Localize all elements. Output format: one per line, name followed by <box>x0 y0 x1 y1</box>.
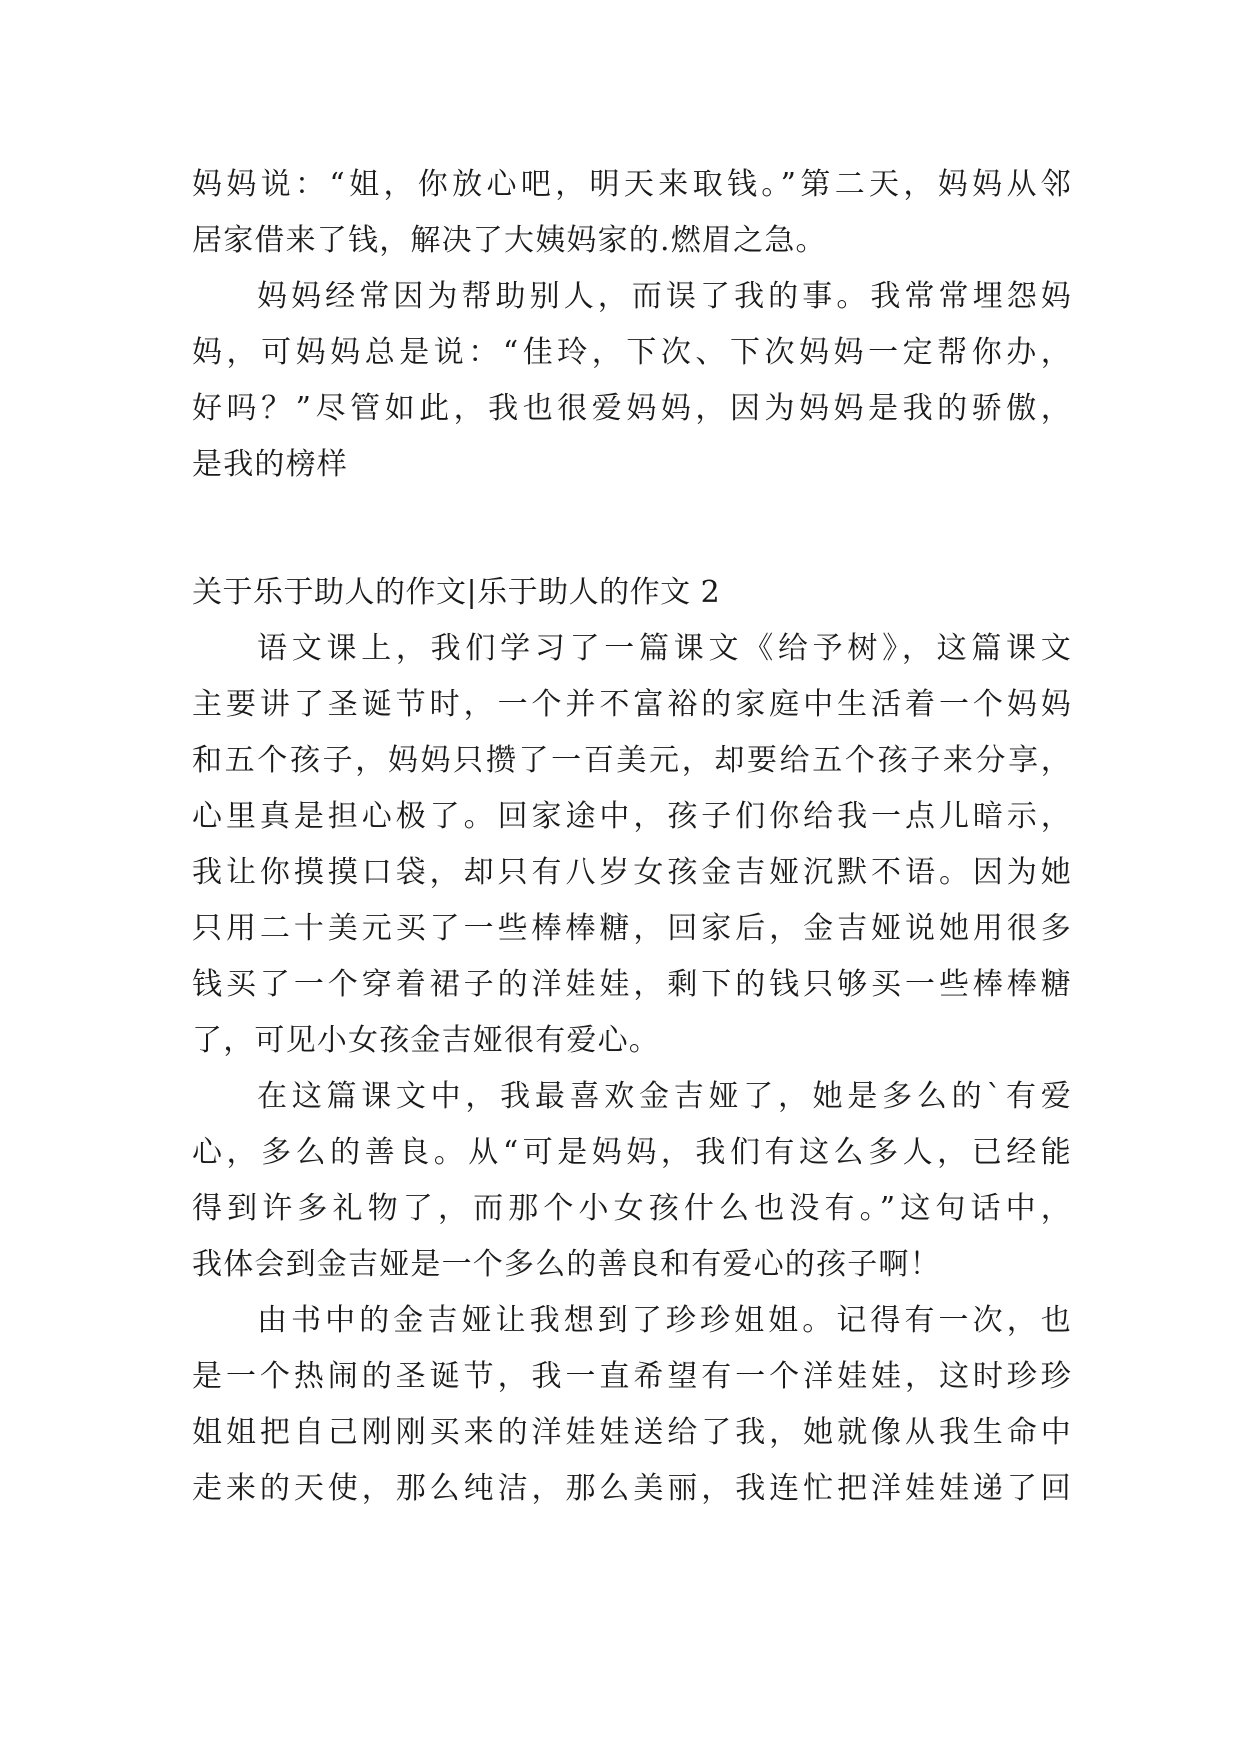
paragraph-line: 了，可见小女孩金吉娅很有爱心。 <box>192 1023 660 1058</box>
paragraph-line: 妈，可妈妈总是说：“佳玲，下次、下次妈妈一定帮你办， <box>192 335 1072 370</box>
paragraph-line: 居家借来了钱，解决了大姨妈家的.燃眉之急。 <box>192 223 827 258</box>
paragraph-line: 姐姐把自己刚刚买来的洋娃娃送给了我，她就像从我生命中 <box>192 1415 1072 1450</box>
paragraph-line: 心，多么的善良。从“可是妈妈，我们有这么多人，已经能 <box>192 1135 1072 1170</box>
paragraph-line: 妈妈经常因为帮助别人，而误了我的事。我常常埋怨妈 <box>257 279 1072 314</box>
paragraph-line: 由书中的金吉娅让我想到了珍珍姐姐。记得有一次，也 <box>257 1303 1072 1338</box>
paragraph-line: 只用二十美元买了一些棒棒糖，回家后，金吉娅说她用很多 <box>192 911 1072 946</box>
paragraph-line: 和五个孩子，妈妈只攒了一百美元，却要给五个孩子来分享， <box>192 743 1072 778</box>
paragraph-line: 心里真是担心极了。回家途中，孩子们你给我一点儿暗示， <box>192 799 1072 834</box>
paragraph-line: 得到许多礼物了，而那个小女孩什么也没有。”这句话中， <box>192 1191 1072 1226</box>
paragraph-line: 妈妈说：“姐，你放心吧，明天来取钱。”第二天，妈妈从邻 <box>192 167 1072 202</box>
paragraph-line: 好吗？”尽管如此，我也很爱妈妈，因为妈妈是我的骄傲， <box>192 391 1072 426</box>
paragraph-line: 钱买了一个穿着裙子的洋娃娃，剩下的钱只够买一些棒棒糖 <box>192 967 1072 1002</box>
paragraph-line: 语文课上，我们学习了一篇课文《给予树》，这篇课文 <box>257 631 1072 666</box>
paragraph-line: 是一个热闹的圣诞节，我一直希望有一个洋娃娃，这时珍珍 <box>192 1359 1072 1394</box>
paragraph-line: 在这篇课文中，我最喜欢金吉娅了，她是多么的`有爱 <box>257 1079 1072 1114</box>
paragraph-line: 我体会到金吉娅是一个多么的善良和有爱心的孩子啊！ <box>192 1247 941 1282</box>
paragraph-line: 走来的天使，那么纯洁，那么美丽，我连忙把洋娃娃递了回 <box>192 1471 1072 1506</box>
paragraph-line: 我让你摸摸口袋，却只有八岁女孩金吉娅沉默不语。因为她 <box>192 855 1072 890</box>
section-heading: 关于乐于助人的作文|乐于助人的作文 2 <box>192 575 721 610</box>
paragraph-line: 是我的榜样 <box>192 447 348 482</box>
paragraph-line: 主要讲了圣诞节时，一个并不富裕的家庭中生活着一个妈妈 <box>192 687 1072 722</box>
